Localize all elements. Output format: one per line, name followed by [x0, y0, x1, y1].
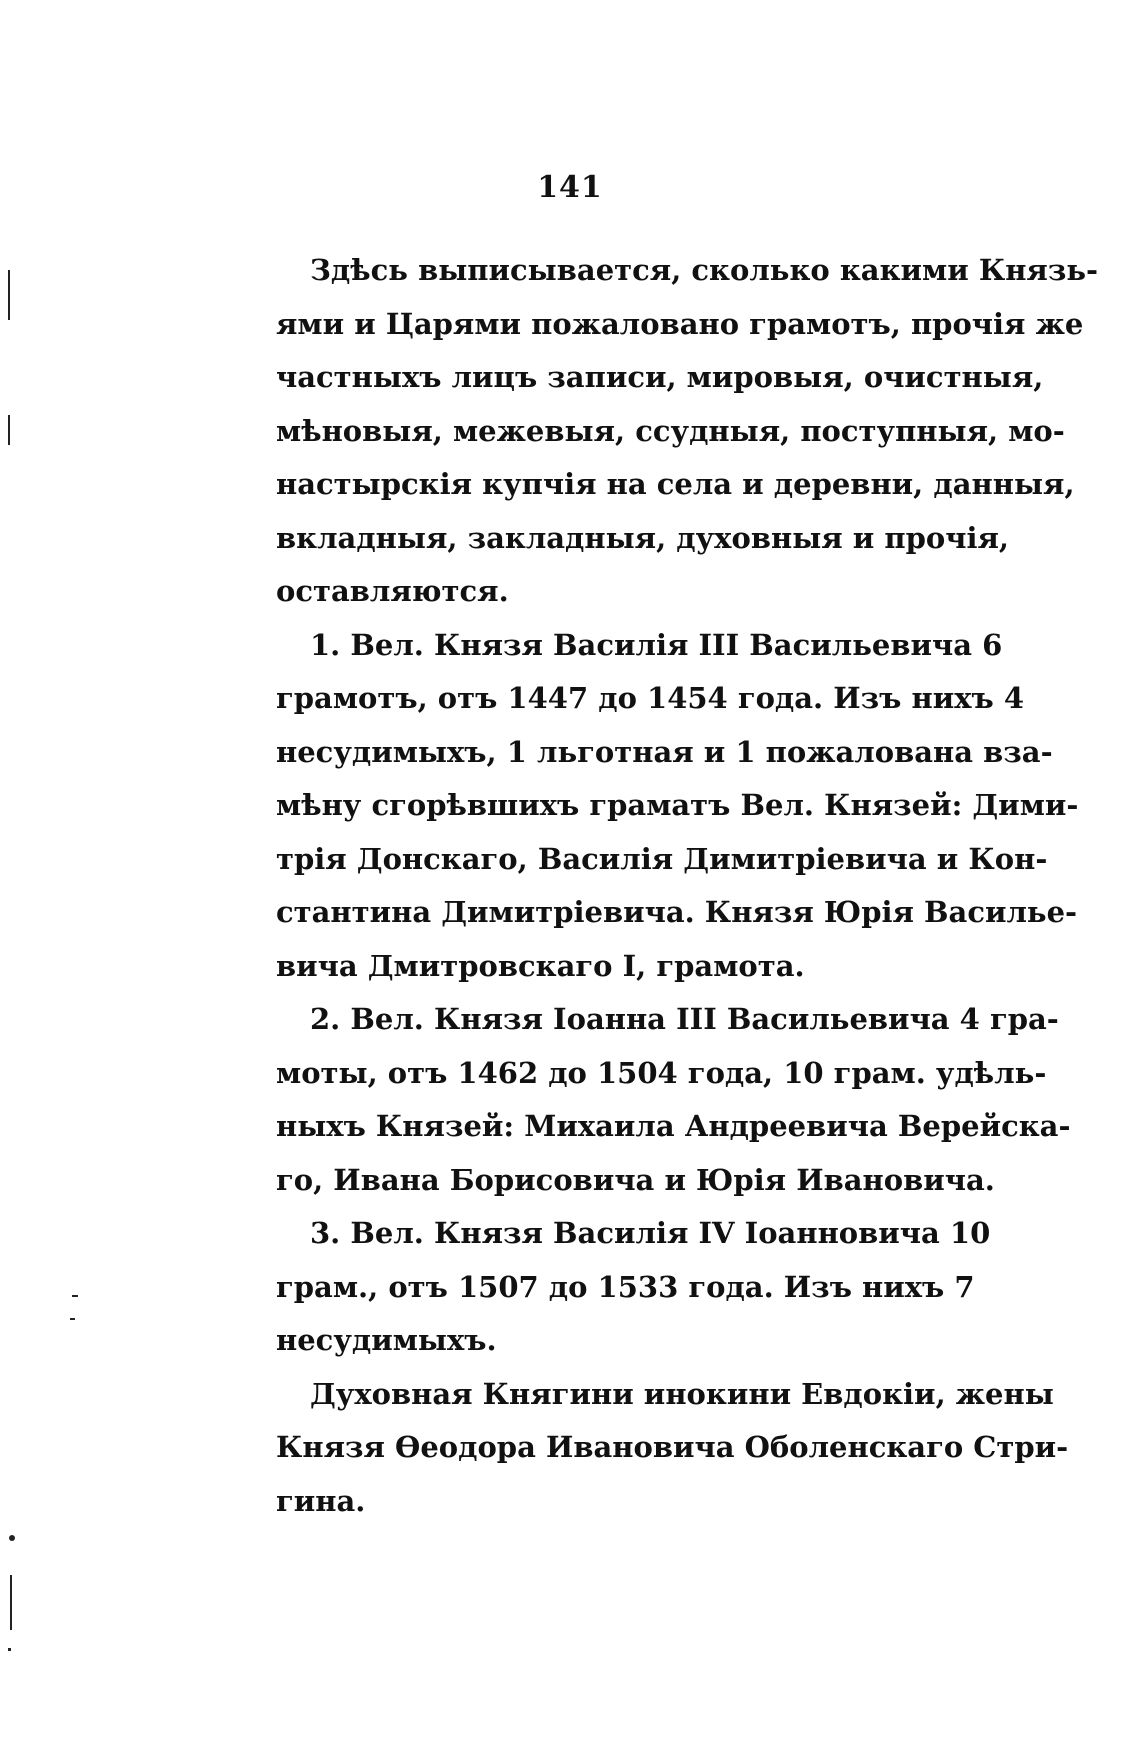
text-line: частныхъ лицъ записи, мировыя, очистныя,	[276, 360, 1044, 394]
text-line: мѣну сгорѣвшихъ граматъ Вел. Князей: Дими-	[276, 788, 1079, 822]
scan-mark	[8, 415, 10, 445]
text-line: го, Ивана Борисовича и Юрія Ивановича.	[276, 1162, 995, 1197]
text-line: грам., отъ 1507 до 1533 года. Изъ нихъ 7	[276, 1269, 975, 1304]
text-line: Здѣсь выписывается, сколько какими Князь-	[310, 253, 1099, 287]
text-line: Духовная Княгини инокини Евдокіи, жены	[310, 1376, 1054, 1411]
paragraph-intro	[242, 244, 1099, 619]
text-line: 2. Вел. Князя Іоанна III Васильевича 4 гра-	[310, 1002, 1059, 1036]
scan-mark	[70, 1318, 75, 1320]
text-line: вкладныя, закладныя, духовныя и прочія,	[276, 520, 1010, 555]
paragraph-item-1	[242, 619, 1079, 994]
page-number: 141	[537, 170, 603, 205]
text-line: несудимыхъ, 1 льготная и 1 пожалована вза-	[276, 734, 1053, 769]
text-line: вича Дмитровскаго I, грамота.	[276, 948, 805, 983]
text-line: оставляются.	[276, 574, 509, 608]
text-line: 3. Вел. Князя Василія IV Іоанновича 10	[310, 1216, 991, 1250]
paragraph-item-2	[242, 993, 1071, 1207]
text-line: мѣновыя, межевыя, ссудныя, поступныя, мо-	[276, 413, 1065, 448]
text-line: гина.	[276, 1483, 366, 1518]
text-line: несудимыхъ.	[276, 1323, 497, 1357]
paragraph-item-3	[242, 1207, 991, 1368]
text-line: стантина Димитріевича. Князя Юрія Васильe-	[276, 895, 1078, 929]
text-line: Князя Ѳеодора Ивановича Оболенскаго Стри-	[276, 1430, 1069, 1464]
text-line: грамотъ, отъ 1447 до 1454 года. Изъ нихъ 4	[276, 681, 1025, 715]
text-line: ныхъ Князей: Михаила Андреевича Верейска-	[276, 1109, 1071, 1143]
text-line: 1. Вел. Князя Василія III Васильевича 6	[310, 627, 1003, 662]
text-line: настырскія купчія на села и деревни, данныя,	[276, 467, 1075, 501]
text-line: ями и Царями пожаловано грамотъ, прочія же	[276, 306, 1084, 341]
scan-mark	[8, 270, 10, 320]
text-line: моты, отъ 1462 до 1504 года, 10 грам. удѣль-	[276, 1055, 1047, 1090]
text-line: трія Донскаго, Василія Димитріевича и Кон-	[276, 841, 1048, 876]
paragraph-testament	[242, 1368, 1069, 1529]
scan-mark	[8, 1648, 11, 1651]
scan-mark	[9, 1535, 15, 1541]
scan-mark	[10, 1575, 12, 1630]
body-text	[242, 244, 1099, 1528]
scan-mark	[72, 1295, 78, 1297]
